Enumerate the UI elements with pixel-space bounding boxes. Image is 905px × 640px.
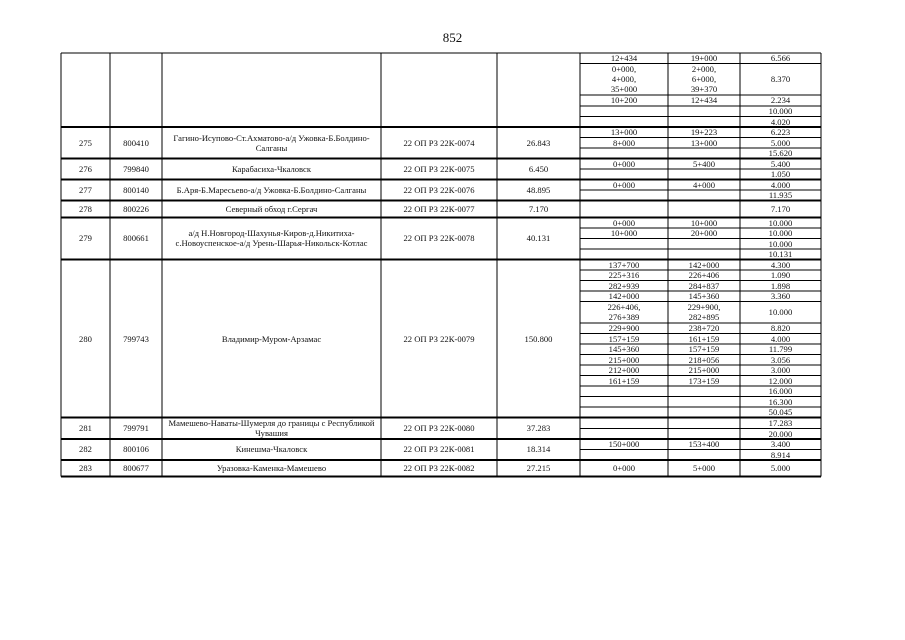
segment-end: 4+000 bbox=[692, 179, 716, 190]
row-length: 18.314 bbox=[526, 444, 551, 455]
segment-length: 4.000 bbox=[770, 333, 791, 344]
segment-length: 2.234 bbox=[770, 95, 791, 106]
segment-start bbox=[580, 169, 668, 180]
segment-end: 157+159 bbox=[688, 344, 720, 355]
row-length: 48.895 bbox=[526, 185, 551, 196]
segment-start: 0+000 bbox=[612, 158, 636, 169]
segment-end: 173+159 bbox=[688, 375, 720, 386]
row-ident: 22 ОП РЗ 22К-0076 bbox=[403, 185, 475, 196]
segment-end bbox=[668, 190, 740, 201]
row-ident: 22 ОП РЗ 22К-0081 bbox=[403, 444, 475, 455]
segment-start: 212+000 bbox=[608, 365, 640, 376]
segment-length: 10.000 bbox=[768, 307, 793, 318]
row-code: 800106 bbox=[123, 444, 149, 455]
segment-start: 142+000 bbox=[608, 291, 640, 302]
segment-start bbox=[580, 116, 668, 127]
segment-start: 8+000 bbox=[612, 137, 636, 148]
segment-start: 13+000 bbox=[610, 127, 638, 138]
row-name: Кинешма-Чкаловск bbox=[235, 444, 308, 455]
row-name: Уразовка-Каменка-Мамешево bbox=[216, 463, 327, 474]
segment-length: 10.131 bbox=[768, 249, 793, 260]
row-name: Б.Аря-Б.Маресьево-а/д Ужовка-Б.Болдино-Салганы bbox=[176, 185, 367, 196]
segment-end bbox=[668, 407, 740, 418]
row-length: 6.450 bbox=[528, 164, 549, 175]
segment-end: 10+000 bbox=[690, 217, 718, 228]
segment-length: 4.020 bbox=[770, 116, 791, 127]
row-name: Гагино-Исупово-Ст.Ахматово-а/д Ужовка-Б.Болдино-Салганы bbox=[173, 132, 370, 153]
segment-length: 10.000 bbox=[768, 238, 793, 249]
segment-start: 226+406, 276+389 bbox=[607, 302, 641, 323]
segment-length: 17.283 bbox=[768, 417, 793, 428]
segment-end: 145+360 bbox=[688, 291, 720, 302]
row-num: 281 bbox=[79, 423, 92, 434]
row-num bbox=[61, 53, 110, 127]
row-num: 283 bbox=[79, 463, 92, 474]
segment-end bbox=[668, 116, 740, 127]
segment-length: 5.000 bbox=[770, 463, 791, 474]
segment-length: 8.914 bbox=[770, 449, 791, 460]
row-num: 280 bbox=[79, 333, 92, 344]
segment-length: 3.360 bbox=[770, 291, 791, 302]
segment-length: 15.620 bbox=[768, 148, 793, 159]
segment-end: 5+000 bbox=[692, 463, 716, 474]
segment-length: 8.820 bbox=[770, 323, 791, 334]
row-ident: 22 ОП РЗ 22К-0079 bbox=[403, 333, 475, 344]
segment-end bbox=[668, 148, 740, 159]
row-ident: 22 ОП РЗ 22К-0078 bbox=[403, 233, 475, 244]
segment-end: 215+000 bbox=[688, 365, 720, 376]
row-num: 275 bbox=[79, 137, 92, 148]
segment-end: 142+000 bbox=[688, 259, 720, 270]
segment-end bbox=[668, 238, 740, 249]
row-num: 279 bbox=[79, 233, 92, 244]
segment-end: 13+000 bbox=[690, 137, 718, 148]
segment-start bbox=[580, 249, 668, 260]
row-name: Владимир-Муром-Арзамас bbox=[221, 333, 322, 344]
segment-start: 10+000 bbox=[610, 228, 638, 239]
segment-length: 8.370 bbox=[770, 74, 791, 85]
row-code: 800661 bbox=[123, 233, 149, 244]
row-ident: 22 ОП РЗ 22К-0074 bbox=[403, 137, 475, 148]
row-ident: 22 ОП РЗ 22К-0077 bbox=[403, 203, 475, 214]
segment-start: 282+939 bbox=[608, 280, 640, 291]
segment-start: 225+316 bbox=[608, 270, 640, 281]
segment-start: 145+360 bbox=[608, 344, 640, 355]
segment-end: 20+000 bbox=[690, 228, 718, 239]
segment-end bbox=[668, 201, 740, 218]
row-code: 800677 bbox=[123, 463, 149, 474]
segment-start: 10+200 bbox=[610, 95, 638, 106]
segment-length: 3.000 bbox=[770, 365, 791, 376]
segment-start bbox=[580, 148, 668, 159]
segment-length: 3.400 bbox=[770, 439, 791, 450]
segment-length: 11.799 bbox=[768, 344, 793, 355]
row-num: 276 bbox=[79, 164, 92, 175]
segment-end: 19+223 bbox=[690, 127, 718, 138]
segment-length: 12.000 bbox=[768, 375, 793, 386]
segment-length: 50.045 bbox=[768, 407, 793, 418]
segment-start: 229+900 bbox=[608, 323, 640, 334]
segment-end bbox=[668, 249, 740, 260]
row-ident: 22 ОП РЗ 22К-0075 bbox=[403, 164, 475, 175]
segment-start: 157+159 bbox=[608, 333, 640, 344]
segment-start: 0+000, 4+000, 35+000 bbox=[610, 64, 638, 95]
segment-length: 6.223 bbox=[770, 127, 791, 138]
row-code: 799743 bbox=[123, 333, 149, 344]
segment-start bbox=[580, 397, 668, 408]
row-length: 7.170 bbox=[528, 203, 549, 214]
segment-start: 161+159 bbox=[608, 375, 640, 386]
row-length: 37.283 bbox=[526, 423, 551, 434]
segment-length: 7.170 bbox=[770, 203, 791, 214]
row-ident bbox=[381, 53, 497, 127]
row-code bbox=[110, 53, 162, 127]
row-code: 800410 bbox=[123, 137, 149, 148]
segment-end: 19+000 bbox=[690, 53, 718, 64]
segment-start: 0+000 bbox=[612, 179, 636, 190]
row-name: Северный обход г.Сергач bbox=[225, 203, 318, 214]
segment-end bbox=[668, 449, 740, 460]
segment-length: 4.300 bbox=[770, 259, 791, 270]
row-num: 278 bbox=[79, 203, 92, 214]
segment-end: 218+056 bbox=[688, 354, 720, 365]
row-code: 799791 bbox=[123, 423, 149, 434]
segment-end bbox=[668, 428, 740, 439]
segment-end bbox=[668, 169, 740, 180]
segment-start: 215+000 bbox=[608, 354, 640, 365]
segment-length: 16.000 bbox=[768, 386, 793, 397]
row-ident: 22 ОП РЗ 22К-0082 bbox=[403, 463, 475, 474]
row-code: 800226 bbox=[123, 203, 149, 214]
segment-start bbox=[580, 418, 668, 429]
row-ident: 22 ОП РЗ 22К-0080 bbox=[403, 423, 475, 434]
row-code: 800140 bbox=[123, 185, 149, 196]
row-name: Карабасиха-Чкаловск bbox=[231, 164, 312, 175]
segment-start: 150+000 bbox=[608, 439, 640, 450]
segment-length: 11.935 bbox=[768, 190, 793, 201]
segment-end bbox=[668, 386, 740, 397]
row-code: 799840 bbox=[123, 164, 149, 175]
segment-end: 229+900, 282+895 bbox=[687, 302, 721, 323]
segment-length: 1.050 bbox=[770, 169, 791, 180]
segment-length: 3.056 bbox=[770, 354, 791, 365]
segment-end: 5+400 bbox=[692, 158, 716, 169]
segment-start bbox=[580, 106, 668, 117]
row-name bbox=[162, 53, 381, 127]
segment-end: 153+400 bbox=[688, 439, 720, 450]
row-length: 27.215 bbox=[526, 463, 551, 474]
segment-end: 12+434 bbox=[690, 95, 718, 106]
segment-start: 12+434 bbox=[610, 53, 638, 64]
row-num: 277 bbox=[79, 185, 92, 196]
segment-length: 5.400 bbox=[770, 158, 791, 169]
row-length: 150.800 bbox=[524, 333, 553, 344]
segment-end: 238+720 bbox=[688, 323, 720, 334]
segment-end: 226+406 bbox=[688, 270, 720, 281]
segment-end bbox=[668, 106, 740, 117]
segment-length: 10.000 bbox=[768, 106, 793, 117]
segment-length: 1.090 bbox=[770, 270, 791, 281]
row-length bbox=[497, 53, 580, 127]
segment-length: 5.000 bbox=[770, 137, 791, 148]
segment-length: 16.300 bbox=[768, 396, 793, 407]
segment-start bbox=[580, 190, 668, 201]
segment-end: 2+000, 6+000, 39+370 bbox=[690, 64, 718, 95]
segment-start: 0+000 bbox=[612, 463, 636, 474]
segment-length: 4.000 bbox=[770, 179, 791, 190]
segment-end bbox=[668, 397, 740, 408]
row-length: 40.131 bbox=[526, 233, 551, 244]
row-name: а/д Н.Новгород-Шахунья-Киров-д.Никитиха-с.Новоуспенское-а/д Урень-Шарья-Никольск-Котлас bbox=[175, 228, 368, 249]
segment-start bbox=[580, 201, 668, 218]
segment-length: 20.000 bbox=[768, 428, 793, 439]
segment-start bbox=[580, 238, 668, 249]
segment-start: 137+700 bbox=[608, 259, 640, 270]
segment-start bbox=[580, 386, 668, 397]
segment-length: 10.000 bbox=[768, 217, 793, 228]
segment-length: 10.000 bbox=[768, 228, 793, 239]
row-name: Мамешево-Наваты-Шумерля до границы с Республикой Чувашия bbox=[168, 418, 375, 439]
row-length: 26.843 bbox=[526, 137, 551, 148]
segment-start bbox=[580, 449, 668, 460]
segment-end: 161+159 bbox=[688, 333, 720, 344]
segment-start: 0+000 bbox=[612, 217, 636, 228]
segment-end bbox=[668, 418, 740, 429]
segment-start bbox=[580, 407, 668, 418]
segment-end: 284+837 bbox=[688, 280, 720, 291]
segment-length: 1.898 bbox=[770, 280, 791, 291]
segment-start bbox=[580, 428, 668, 439]
row-num: 282 bbox=[79, 444, 92, 455]
segment-length: 6.566 bbox=[770, 53, 791, 64]
page-number: 852 bbox=[442, 30, 463, 45]
